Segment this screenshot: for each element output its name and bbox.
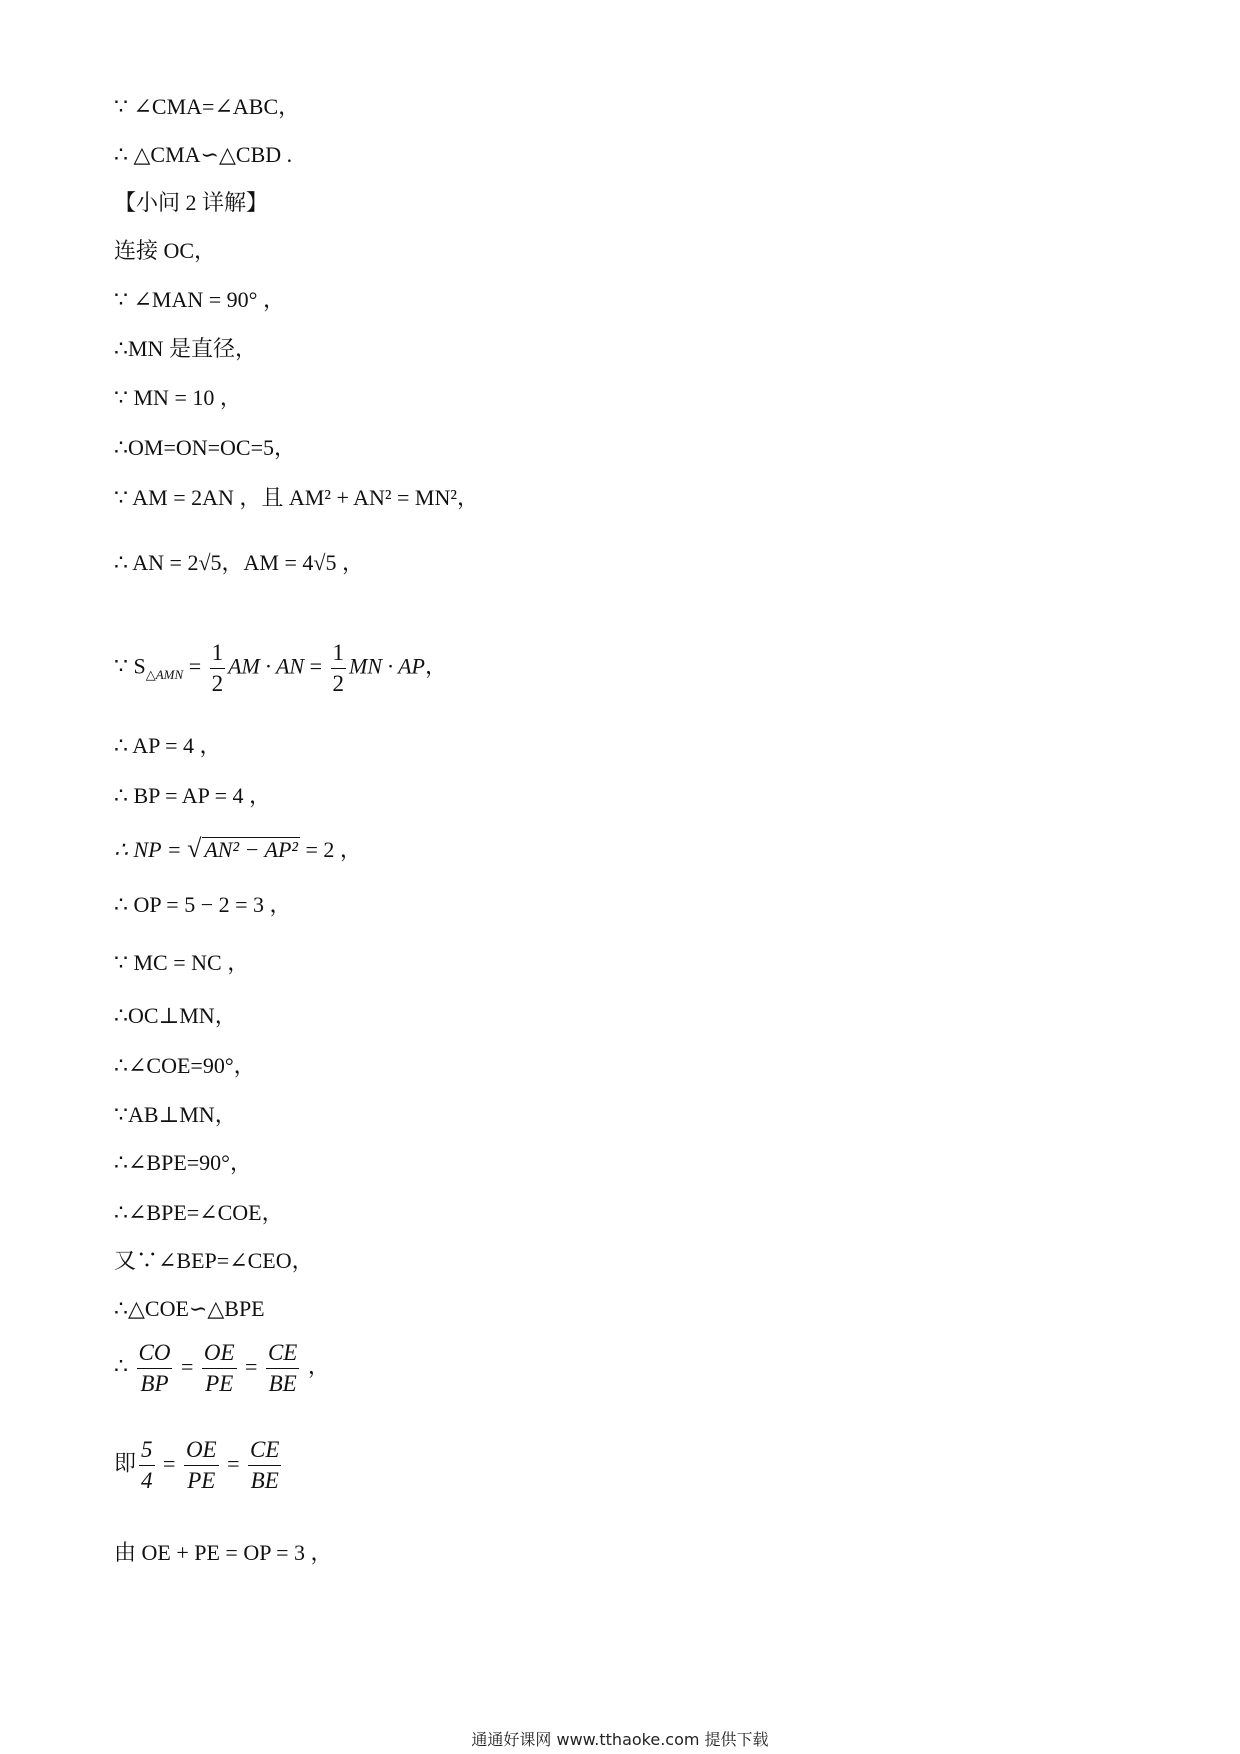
np-prefix: ∴ NP = bbox=[114, 837, 182, 862]
solution-line: 由 OE + PE = OP = 3 ， bbox=[114, 1540, 333, 1565]
fraction-numerator: CE bbox=[248, 1435, 281, 1466]
fraction-numerator: 1 bbox=[210, 638, 226, 669]
solution-line: ∴OM=ON=OC=5， bbox=[114, 435, 297, 460]
equals-sign: = bbox=[221, 1450, 246, 1476]
fraction-denominator: 2 bbox=[332, 671, 345, 696]
equals-sign: = bbox=[157, 1450, 181, 1476]
solution-line: ∵ MN = 10 ， bbox=[114, 385, 242, 410]
ratio-fractions bbox=[134, 1340, 303, 1396]
equals-sign: = bbox=[309, 653, 323, 679]
area-subscript: △AMN bbox=[145, 666, 184, 682]
footer: 通通好课网 www.tthaoke.com 提供下载 bbox=[471, 1730, 769, 1749]
fraction bbox=[266, 1338, 299, 1399]
solution-line: ∵ MC = NC ， bbox=[114, 950, 250, 975]
fraction-numerator: OE bbox=[202, 1338, 237, 1369]
solution-line: ∵AB⊥MN， bbox=[114, 1102, 237, 1127]
solution-line: ∴OC⊥MN， bbox=[114, 1003, 237, 1028]
solution-line: ∴∠BPE=90°， bbox=[114, 1150, 252, 1175]
fraction-numerator: 5 bbox=[139, 1435, 155, 1466]
half-fraction bbox=[210, 638, 226, 699]
solution-line: 又∵∠BEP=∠CEO， bbox=[114, 1248, 314, 1273]
therefore-sign: ∴ bbox=[114, 1353, 128, 1379]
fraction-denominator: 2 bbox=[211, 671, 224, 696]
solution-line: ∵ ∠MAN = 90° ， bbox=[114, 287, 285, 312]
solution-line: ∴ △CMA∽△CBD . bbox=[114, 142, 293, 167]
sqrt-sign: √ bbox=[187, 834, 202, 863]
radicand: AN² − AP² bbox=[204, 837, 298, 862]
solution-line: ∴MN 是直径， bbox=[114, 336, 257, 361]
solution-line: ∵ ∠CMA=∠ABC， bbox=[114, 94, 301, 119]
fraction bbox=[139, 1435, 155, 1496]
fraction-numerator: OE bbox=[184, 1435, 219, 1466]
comma: ， bbox=[425, 653, 448, 679]
ji-fractions bbox=[136, 1437, 284, 1493]
fraction-denominator: BP bbox=[140, 1371, 169, 1396]
fraction-numerator: CO bbox=[137, 1338, 173, 1369]
fraction-numerator: CE bbox=[266, 1338, 299, 1369]
area-term-1: AM · AN bbox=[228, 653, 305, 679]
area-term-2: MN · AP bbox=[349, 653, 425, 679]
equals-sign: = bbox=[188, 653, 202, 679]
solution-line: ∴ AN = 2√5，AM = 4√5 ， bbox=[114, 550, 364, 575]
ratio-formula bbox=[114, 1338, 330, 1399]
solution-line: ∴ BP = AP = 4 ， bbox=[114, 783, 271, 808]
solution-line: ∴∠COE=90°， bbox=[114, 1053, 256, 1078]
ji-formula bbox=[114, 1435, 284, 1496]
fraction bbox=[137, 1338, 173, 1399]
area-prefix: ∵ S bbox=[114, 653, 146, 679]
solution-line: ∴△COE∽△BPE bbox=[114, 1296, 265, 1321]
equals-sign: = bbox=[239, 1353, 263, 1379]
ji-prefix: 即 bbox=[114, 1450, 137, 1476]
area-formula bbox=[114, 638, 447, 699]
np-formula bbox=[114, 834, 362, 865]
solution-line: ∵ AM = 2AN ，且 AM² + AN² = MN²， bbox=[114, 485, 479, 510]
fraction-denominator: BE bbox=[268, 1371, 297, 1396]
fraction-numerator: 1 bbox=[331, 638, 347, 669]
fraction bbox=[248, 1435, 281, 1496]
fraction-denominator: PE bbox=[187, 1468, 216, 1493]
solution-line: ∴ OP = 5 − 2 = 3 ， bbox=[114, 892, 292, 917]
fraction-denominator: PE bbox=[205, 1371, 234, 1396]
solution-line: ∴∠BPE=∠COE， bbox=[114, 1200, 284, 1225]
solution-line: 【小问 2 详解】 bbox=[114, 190, 269, 215]
solution-line: ∴ AP = 4 ， bbox=[114, 733, 222, 758]
fraction-denominator: 4 bbox=[141, 1468, 153, 1493]
fraction bbox=[184, 1435, 219, 1496]
fraction bbox=[202, 1338, 237, 1399]
np-suffix: = 2 ， bbox=[305, 837, 362, 862]
fraction-denominator: BE bbox=[250, 1468, 279, 1493]
comma: ， bbox=[307, 1353, 330, 1379]
half-fraction bbox=[331, 638, 347, 699]
equals-sign: = bbox=[175, 1353, 199, 1379]
solution-line: 连接 OC， bbox=[114, 238, 217, 263]
